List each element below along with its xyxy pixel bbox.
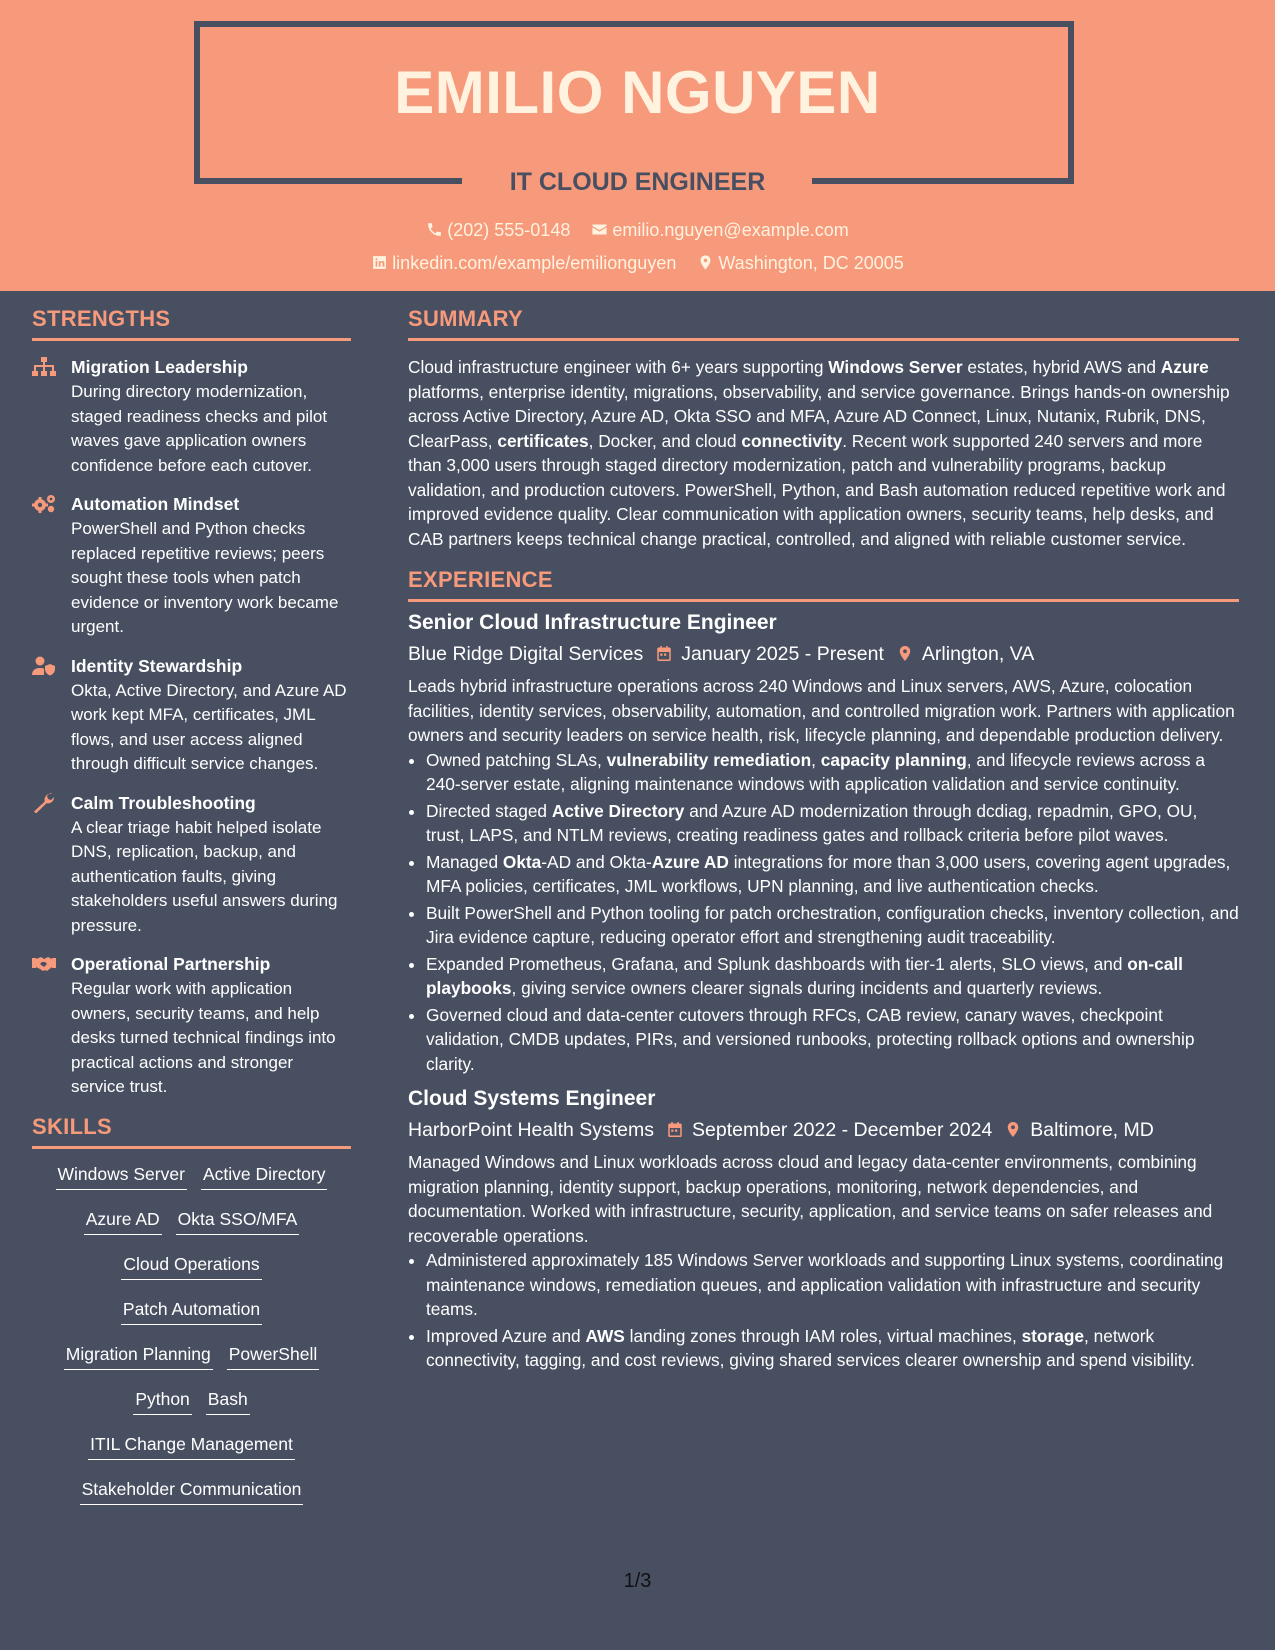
skill-tag: Windows Server (56, 1163, 187, 1190)
strength-desc: Regular work with application owners, security teams, and help desks turned technical findings into practical actions and stronger service trust. (71, 979, 336, 1096)
left-column (32, 306, 351, 1523)
job-meta (408, 1116, 1239, 1144)
job-entry (408, 1086, 1239, 1373)
skill-tag: Bash (206, 1388, 250, 1415)
linkedin-text: linkedin.com/example/emilionguyen (392, 253, 677, 273)
map-pin-icon (697, 254, 714, 271)
skill-row (32, 1298, 351, 1326)
skill-tag: Azure AD (84, 1208, 162, 1235)
linkedin-icon (371, 254, 388, 271)
linkedin-item[interactable] (371, 253, 676, 274)
job-entry (408, 610, 1239, 1076)
job-bullets (408, 748, 1239, 1077)
handshake-icon (32, 954, 56, 974)
calendar-icon (666, 1120, 684, 1139)
summary-heading: SUMMARY (408, 306, 1239, 341)
org-chart-icon (32, 357, 56, 377)
location-item (697, 253, 903, 274)
map-pin-icon (896, 644, 914, 663)
job-role: Cloud Systems Engineer (408, 1087, 656, 1110)
skills-heading: SKILLS (32, 1114, 351, 1149)
strength-item (32, 952, 351, 1100)
skill-tag: Stakeholder Communication (80, 1478, 304, 1505)
strength-item (32, 355, 351, 478)
contact-row-1 (0, 220, 1275, 241)
phone-item[interactable] (426, 220, 570, 241)
job-description: Leads hybrid infrastructure operations across 240 Windows and Linux servers, AWS, Azure, colocation facilities, identity services, observability, automation, and controlled migration work. Partners with application owners and security leaders on service health, risk, lifecycle planning, and dependable production delivery. (408, 676, 1235, 745)
job-bullets (408, 1248, 1239, 1373)
contact-row-2 (0, 253, 1275, 274)
skill-tag: Active Directory (201, 1163, 328, 1190)
email-text: emilio.nguyen@example.com (612, 220, 849, 240)
strength-desc: Okta, Active Directory, and Azure AD work kept MFA, certificates, JML flows, and user access aligned through difficult service changes. (71, 680, 347, 773)
skill-tag: ITIL Change Management (88, 1433, 295, 1460)
skill-tag: Cloud Operations (121, 1253, 261, 1280)
gears-icon (32, 494, 56, 514)
skill-row (32, 1253, 351, 1281)
strength-item (32, 791, 351, 939)
experience-heading: EXPERIENCE (408, 567, 1239, 602)
job-title: IT CLOUD ENGINEER (509, 168, 766, 196)
location-text: Washington, DC 20005 (718, 253, 904, 273)
skill-tag: PowerShell (227, 1343, 320, 1370)
job-meta (408, 640, 1239, 668)
map-pin-icon (1004, 1120, 1022, 1139)
job-dates: September 2022 - December 2024 (692, 1119, 993, 1141)
job-bullet: • Built PowerShell and Python tooling for patch orchestration, configuration checks, inventory collection, and Jira evidence capture, reducing operator effort and strengthening audit traceability. (426, 901, 1239, 950)
strength-desc: PowerShell and Python checks replaced repetitive reviews; peers sought these tools when patch evidence or inventory work became urgent. (71, 519, 339, 636)
strengths-heading: STRENGTHS (32, 306, 351, 341)
skill-row (32, 1478, 351, 1506)
job-bullet: • Directed staged Active Directory and Azure AD modernization through dcdiag, repadmin, GPO, OU, trust, LAPS, and NTLM reviews, creating readiness gates and rollback criteria before pilot waves. (426, 799, 1239, 848)
strength-title: Automation Mindset (71, 494, 240, 514)
job-role: Senior Cloud Infrastructure Engineer (408, 611, 777, 634)
skill-row (32, 1208, 351, 1236)
email-item[interactable] (591, 220, 848, 241)
skill-row (32, 1388, 351, 1416)
skill-tag: Patch Automation (121, 1298, 262, 1325)
job-company: HarborPoint Health Systems (408, 1119, 655, 1141)
skill-tag: Python (133, 1388, 191, 1415)
job-dates: January 2025 - Present (681, 643, 884, 665)
skill-row (32, 1163, 351, 1191)
job-bullet: • Governed cloud and data-center cutovers through RFCs, CAB review, canary waves, checkpoint validation, CMDB updates, PIRs, and versioned runbooks, protecting rollback options and ownership clarity. (426, 1003, 1239, 1077)
user-shield-icon (32, 656, 56, 676)
page-number: 1/3 (623, 1570, 652, 1592)
skill-row (32, 1433, 351, 1461)
envelope-icon (591, 221, 608, 238)
strength-title: Migration Leadership (71, 357, 248, 377)
summary-text: Cloud infrastructure engineer with 6+ years supporting Windows Server estates, hybrid AWS and Azure platforms, enterprise identity, migrations, observability, and service governance. Brings hands-on ownership across Active Directory, Azure AD, Okta SSO and MFA, Azure AD Connect, Linux, Nutanix, Rubrik, DNS, ClearPass, certificates, Docker, and cloud connectivity. Recent work supported 240 servers and more than 3,000 users through staged directory modernization, patch and vulnerability programs, backup validation, and production cutovers. PowerShell, Python, and Bash automation reduced repetitive work and improved evidence quality. Clear communication with application owners, security teams, help desks, and CAB partners keeps technical change practical, controlled, and aligned with reliable customer service. (408, 357, 1230, 549)
calendar-icon (655, 644, 673, 663)
strength-item (32, 654, 351, 777)
job-bullet: • Expanded Prometheus, Grafana, and Splunk dashboards with tier-1 alerts, SLO views, and on-call playbooks, giving service owners clearer signals during incidents and quarterly reviews. (426, 952, 1239, 1001)
wrench-icon (32, 793, 56, 813)
strength-title: Identity Stewardship (71, 655, 243, 676)
right-column (408, 306, 1239, 1383)
phone-icon (426, 221, 443, 238)
job-location: Baltimore, MD (1030, 1119, 1154, 1141)
strength-desc: A clear triage habit helped isolate DNS, replication, backup, and authentication faults, giving stakeholders useful answers during pressure. (71, 817, 338, 935)
job-bullet: • Owned patching SLAs, vulnerability remediation, capacity planning, and lifecycle reviews across a 240-server estate, aligning maintenance windows with application validation and service continuity. (426, 748, 1239, 797)
skill-row (32, 1343, 351, 1371)
job-company: Blue Ridge Digital Services (408, 643, 644, 665)
strength-desc: During directory modernization, staged readiness checks and pilot waves gave application owners confidence before each cutover. (71, 382, 328, 475)
phone-text: (202) 555-0148 (447, 220, 571, 240)
experience-list (408, 610, 1239, 1373)
job-location: Arlington, VA (921, 643, 1035, 665)
header-band (0, 0, 1275, 291)
job-bullet: • Managed Okta-AD and Okta-Azure AD integrations for more than 3,000 users, covering agent upgrades, MFA policies, certificates, JML workflows, UPN planning, and live authentication checks. (426, 850, 1239, 899)
job-bullet: • Improved Azure and AWS landing zones through IAM roles, virtual machines, storage, network connectivity, tagging, and cost reviews, giving shared services clearer ownership and spend visibility. (426, 1324, 1239, 1373)
job-bullet: • Administered approximately 185 Windows Server workloads and supporting Linux systems, coordinating maintenance windows, remediation queues, and application validation with infrastructure and security teams. (426, 1248, 1239, 1322)
skill-tag: Okta SSO/MFA (176, 1208, 300, 1235)
job-description: Managed Windows and Linux workloads across cloud and legacy data-center environments, combining migration planning, identity support, backup operations, monitoring, network dependencies, and documentation. Worked with infrastructure, security, application, and service teams on safer releases and recoverable operations. (408, 1152, 1213, 1246)
strength-item (32, 492, 351, 640)
skill-tag: Migration Planning (64, 1343, 213, 1370)
strength-title: Operational Partnership (71, 954, 271, 974)
skills-list (32, 1163, 351, 1506)
strength-title: Calm Troubleshooting (71, 792, 256, 813)
candidate-name: EMILIO NGUYEN (394, 59, 881, 126)
